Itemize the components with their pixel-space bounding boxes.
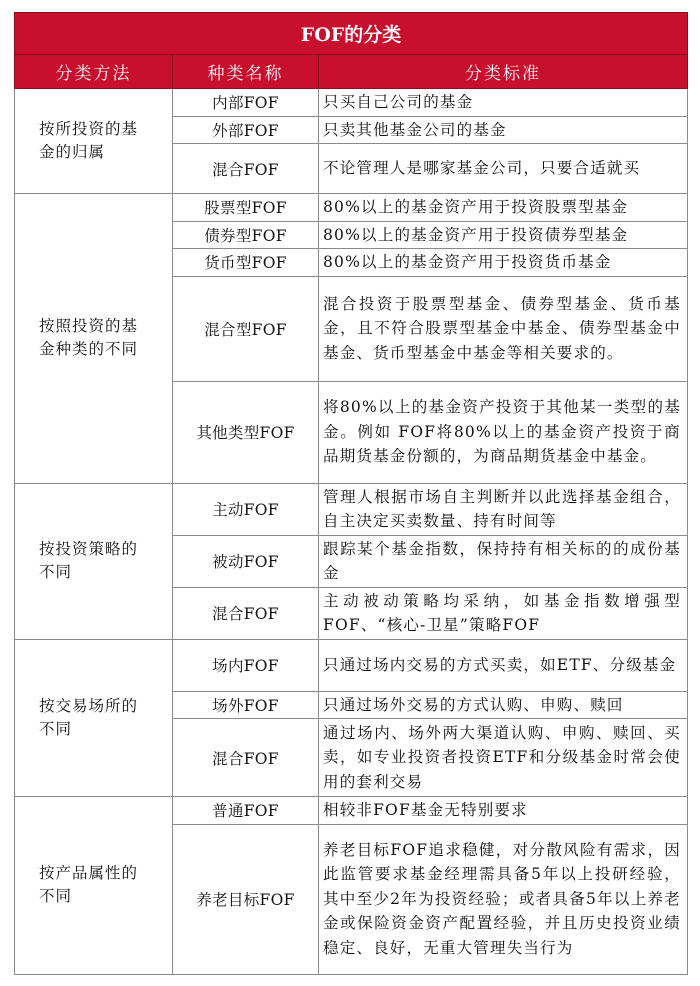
table-title-row — [15, 13, 688, 55]
table-row — [15, 797, 688, 825]
header-type: 种类名称 — [173, 55, 319, 89]
table-row — [15, 639, 688, 691]
table-header-row — [15, 55, 688, 89]
standard-cell: 养老目标FOF追求稳健，对分散风险有需求，因此监管要求基金经理需具备5年以上投研经验，其中至少2年为投资经验；或者具备5年以上养老金或保险资金资产配置经验，并且历史投资业绩稳定、良好，无重大管理失当行为 — [319, 824, 688, 974]
type-cell: 债券型FOF — [173, 221, 319, 249]
type-cell: 混合FOF — [173, 719, 319, 797]
method-cell: 按投资策略的不同 — [15, 483, 173, 639]
table-title: FOF的分类 — [15, 13, 688, 55]
type-cell: 货币型FOF — [173, 249, 319, 277]
standard-cell: 只通过场内交易的方式买卖，如ETF、分级基金 — [319, 639, 688, 691]
method-cell: 按交易场所的不同 — [15, 639, 173, 797]
method-cell: 按产品属性的不同 — [15, 797, 173, 975]
type-cell: 其他类型FOF — [173, 381, 319, 483]
type-cell: 被动FOF — [173, 535, 319, 587]
type-cell: 混合FOF — [173, 144, 319, 194]
table-row — [15, 483, 688, 535]
type-cell: 外部FOF — [173, 116, 319, 144]
type-cell: 普通FOF — [173, 797, 319, 825]
standard-cell: 80%以上的基金资产用于投资股票型基金 — [319, 194, 688, 222]
type-cell: 混合FOF — [173, 587, 319, 639]
standard-cell: 相较非FOF基金无特别要求 — [319, 797, 688, 825]
standard-cell: 80%以上的基金资产用于投资债券型基金 — [319, 221, 688, 249]
standard-cell: 只通过场外交易的方式认购、申购、赎回 — [319, 691, 688, 719]
table-row — [15, 89, 688, 117]
standard-cell: 通过场内、场外两大渠道认购、申购、赎回、买卖，如专业投资者投资ETF和分级基金时常会使用的套利交易 — [319, 719, 688, 797]
fof-classification-table — [14, 12, 688, 975]
type-cell: 场内FOF — [173, 639, 319, 691]
standard-cell: 只买自己公司的基金 — [319, 89, 688, 117]
type-cell: 内部FOF — [173, 89, 319, 117]
type-cell: 主动FOF — [173, 483, 319, 535]
fof-classification-table-container — [14, 12, 687, 975]
standard-cell: 混合投资于股票型基金、债券型基金、货币基金，且不符合股票型基金中基金、债券型基金中基金、货币型基金中基金等相关要求的。 — [319, 276, 688, 381]
method-cell: 按所投资的基金的归属 — [15, 89, 173, 194]
standard-cell: 80%以上的基金资产用于投资货币基金 — [319, 249, 688, 277]
standard-cell: 主动被动策略均采纳，如基金指数增强型FOF、“核心-卫星”策略FOF — [319, 587, 688, 639]
type-cell: 养老目标FOF — [173, 824, 319, 974]
standard-cell: 跟踪某个基金指数，保持持有相关标的的成份基金 — [319, 535, 688, 587]
header-method: 分类方法 — [15, 55, 173, 89]
table-row — [15, 194, 688, 222]
type-cell: 场外FOF — [173, 691, 319, 719]
type-cell: 股票型FOF — [173, 194, 319, 222]
standard-cell: 只卖其他基金公司的基金 — [319, 116, 688, 144]
standard-cell: 管理人根据市场自主判断并以此选择基金组合，自主决定买卖数量、持有时间等 — [319, 483, 688, 535]
standard-cell: 不论管理人是哪家基金公司，只要合适就买 — [319, 144, 688, 194]
standard-cell: 将80%以上的基金资产投资于其他某一类型的基金。例如 FOF将80%以上的基金资产投资于商品期货基金份额的，为商品期货基金中基金。 — [319, 381, 688, 483]
method-cell: 按照投资的基金种类的不同 — [15, 194, 173, 484]
type-cell: 混合型FOF — [173, 276, 319, 381]
header-standard: 分类标准 — [319, 55, 688, 89]
